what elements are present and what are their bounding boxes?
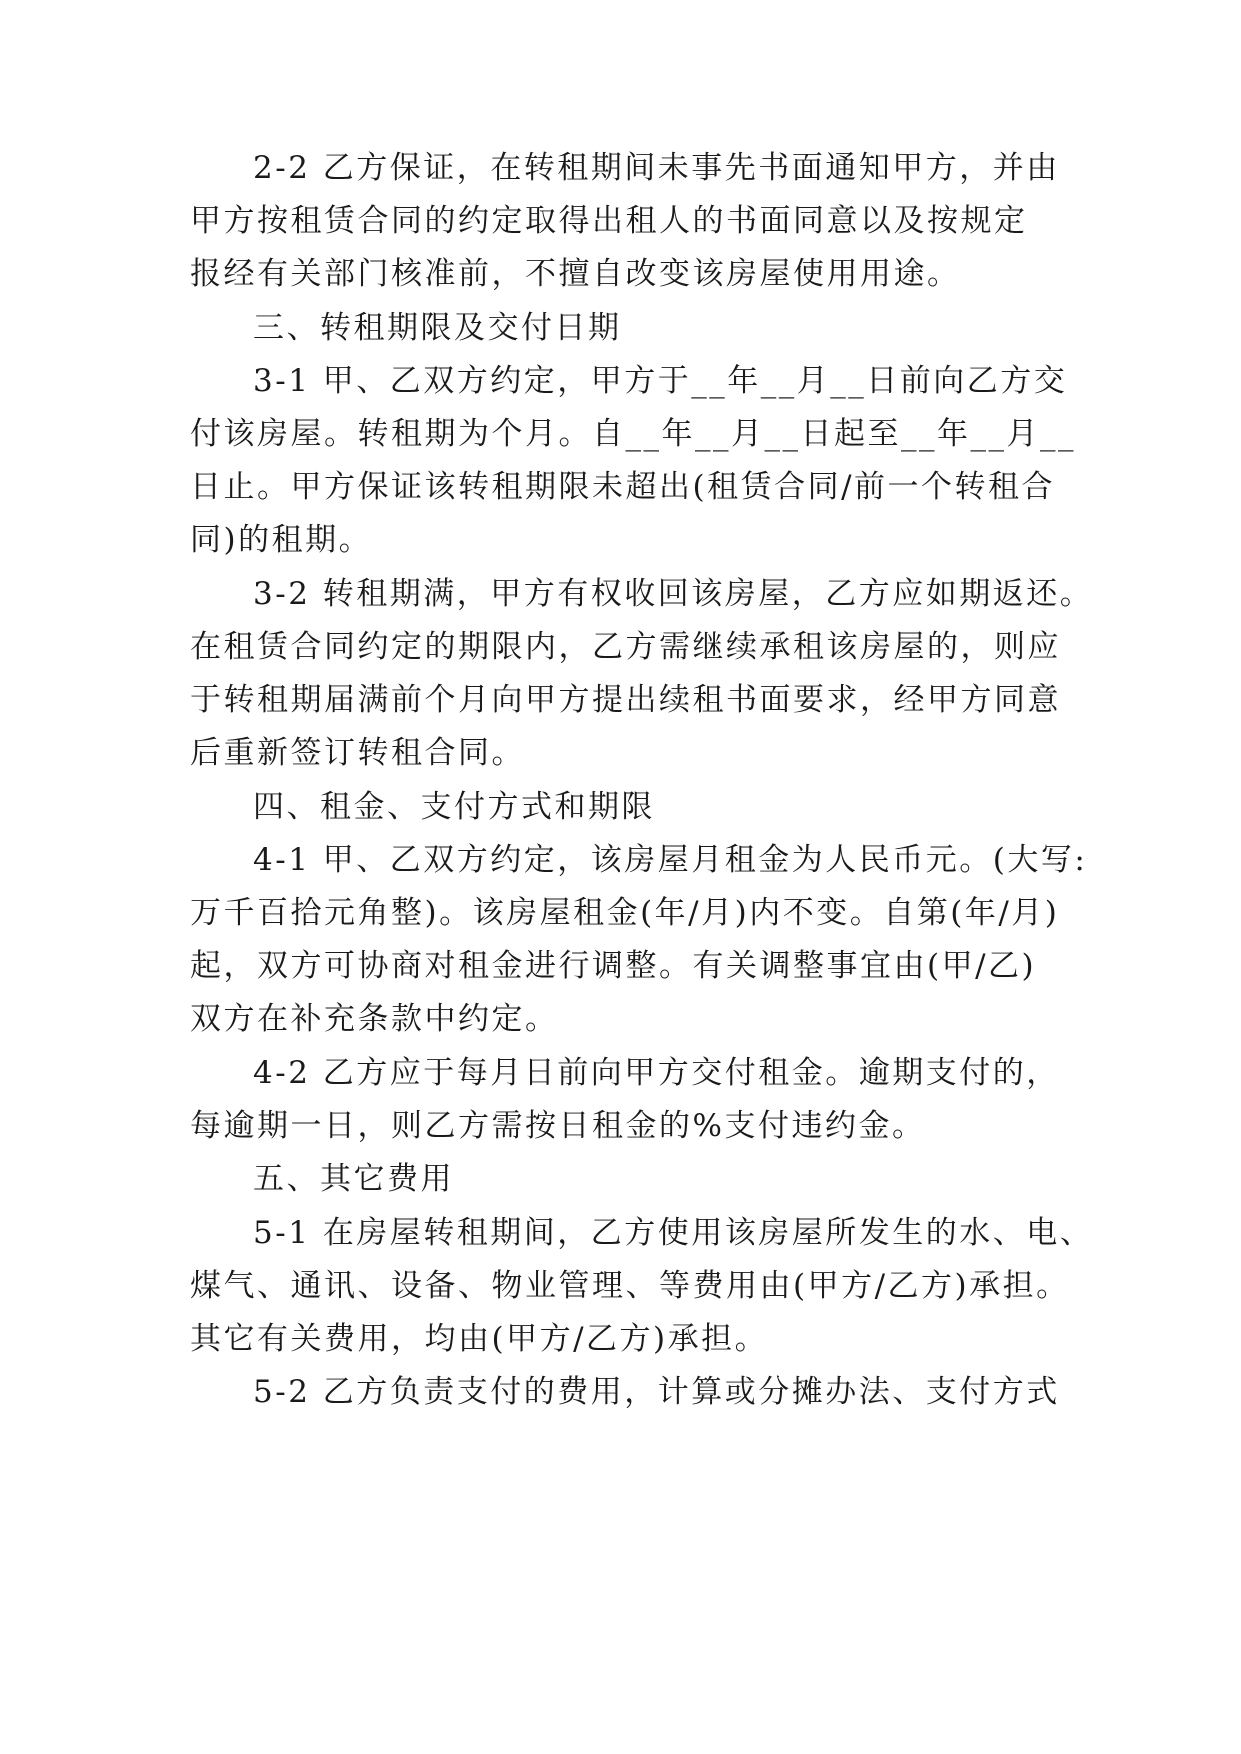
section-heading-3: 三、转租期限及交付日期 — [253, 310, 622, 346]
section-heading-4: 四、租金、支付方式和期限 — [253, 789, 655, 825]
paragraph-3-1-line-4: 同)的租期。 — [190, 522, 373, 558]
paragraph-5-1-line-2: 煤气、通讯、设备、物业管理、等费用由(甲方/乙方)承担。 — [190, 1268, 1070, 1304]
paragraph-2-2-line-1: 2-2 乙方保证，在转租期间未事先书面通知甲方，并由 — [253, 150, 1060, 186]
paragraph-3-2-line-1: 3-2 转租期满，甲方有权收回该房屋，乙方应如期返还。 — [253, 576, 1094, 612]
paragraph-3-1-line-1: 3-1 甲、乙双方约定，甲方于__年__月__日前向乙方交 — [253, 363, 1068, 399]
paragraph-4-1-line-1: 4-1 甲、乙双方约定，该房屋月租金为人民币元。(大写: — [253, 842, 1088, 878]
paragraph-3-2-line-4: 后重新签订转租合同。 — [190, 735, 525, 771]
paragraph-2-2-line-2: 甲方按租赁合同的约定取得出租人的书面同意以及按规定 — [190, 203, 1028, 239]
paragraph-2-2-line-3: 报经有关部门核准前，不擅自改变该房屋使用用途。 — [190, 256, 961, 292]
paragraph-3-2-line-2: 在租赁合同约定的期限内，乙方需继续承租该房屋的，则应 — [190, 629, 1061, 665]
paragraph-4-1-line-2: 万千百拾元角整)。该房屋租金(年/月)内不变。自第(年/月) — [190, 895, 1060, 931]
paragraph-4-2-line-1: 4-2 乙方应于每月日前向甲方交付租金。逾期支付的， — [253, 1055, 1060, 1091]
paragraph-3-1-line-3: 日止。甲方保证该转租期限未超出(租赁合同/前一个转租合 — [190, 469, 1056, 505]
paragraph-5-2-line-1: 5-2 乙方负责支付的费用，计算或分摊办法、支付方式 — [253, 1374, 1060, 1410]
paragraph-4-1-line-3: 起，双方可协商对租金进行调整。有关调整事宜由(甲/乙) — [190, 948, 1037, 984]
paragraph-3-1-line-2: 付该房屋。转租期为个月。自__年__月__日起至__年__月__ — [190, 416, 1076, 452]
paragraph-5-1-line-3: 其它有关费用，均由(甲方/乙方)承担。 — [190, 1321, 769, 1357]
paragraph-4-1-line-4: 双方在补充条款中约定。 — [190, 1001, 559, 1037]
paragraph-5-1-line-1: 5-1 在房屋转租期间，乙方使用该房屋所发生的水、电、 — [253, 1215, 1094, 1251]
paragraph-4-2-line-2: 每逾期一日，则乙方需按日租金的%支付违约金。 — [190, 1108, 926, 1144]
section-heading-5: 五、其它费用 — [253, 1161, 454, 1197]
paragraph-3-2-line-3: 于转租期届满前个月向甲方提出续租书面要求，经甲方同意 — [190, 682, 1061, 718]
